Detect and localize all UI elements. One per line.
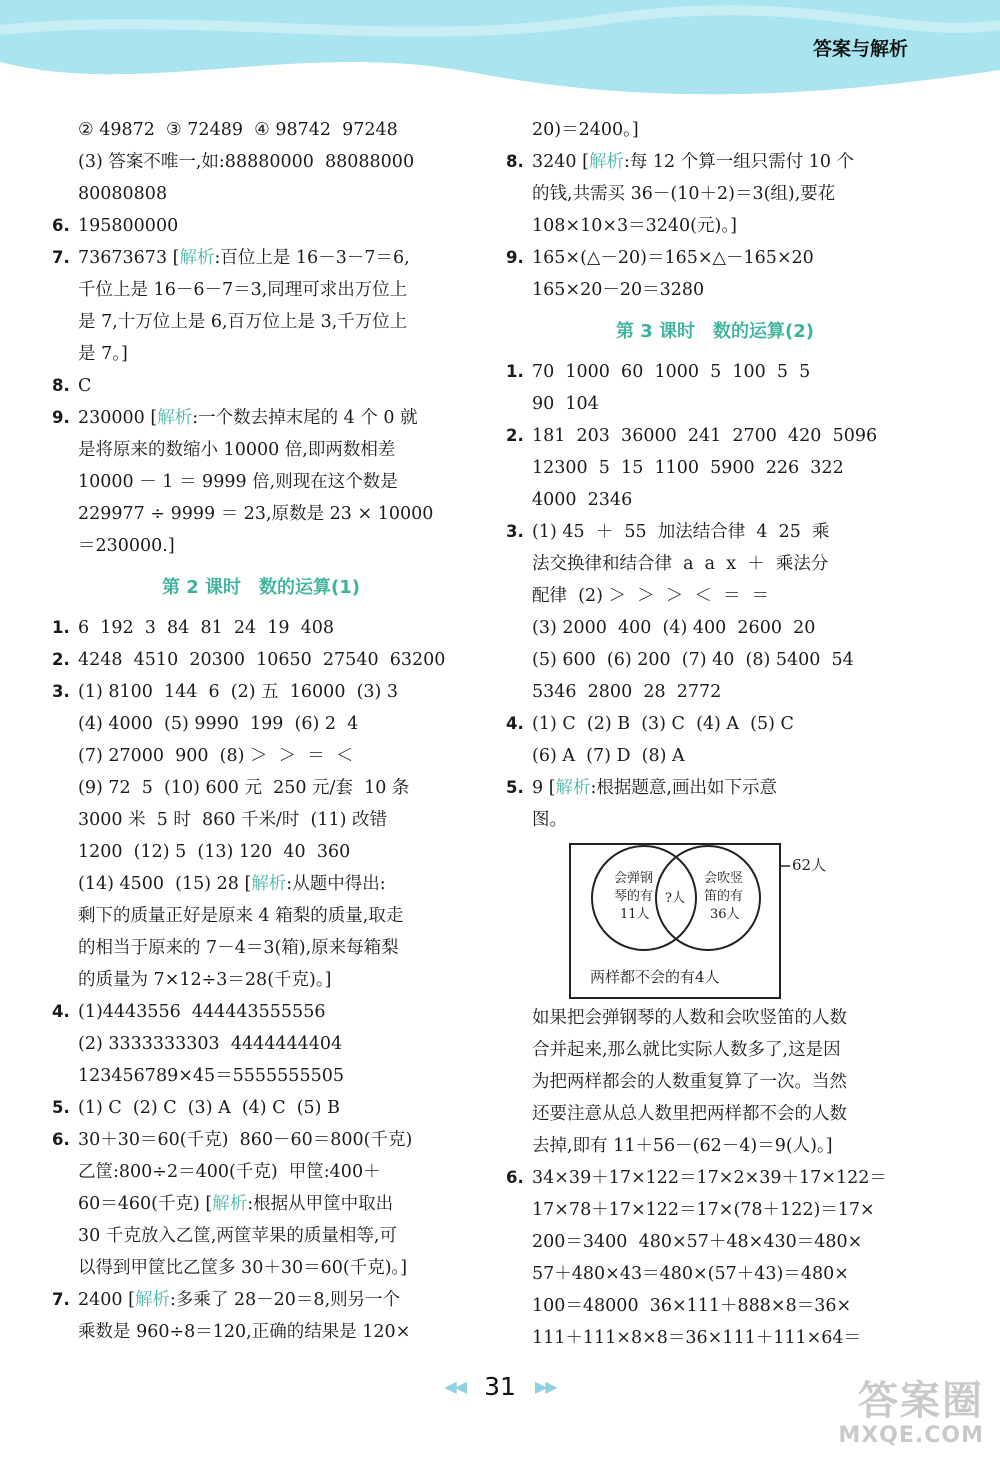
answer-line: (3) 答案不唯一,如:88880000 88088000 xyxy=(78,152,415,172)
answer-line: (1) C (2) C (3) A (4) C (5) B xyxy=(78,1098,340,1118)
section-title-lesson-2: 第 2 课时 数的运算(1) xyxy=(161,577,361,598)
answer-line: 合并起来,那么就比实际人数多了,这是因 xyxy=(532,1040,841,1060)
s3-question-5 xyxy=(506,772,924,1162)
analysis-marker: 解析 xyxy=(555,778,591,798)
s3-question-6 xyxy=(506,1162,924,1354)
piano-label-1: 会弹钢 xyxy=(614,871,654,886)
answer-line: C xyxy=(78,376,92,396)
s2-question-3 xyxy=(52,676,470,996)
question-number: 8. xyxy=(506,152,524,171)
question-number: 9. xyxy=(52,408,70,427)
question-number: 4. xyxy=(52,1002,70,1021)
venn-diagram xyxy=(532,836,924,1002)
answer-line: 57＋480×43＝480×(57＋43)＝480× xyxy=(532,1264,849,1284)
s3-question-3 xyxy=(506,516,924,708)
question-number: 3. xyxy=(506,522,524,541)
section-title-lesson-3: 第 3 课时 数的运算(2) xyxy=(615,321,815,342)
question-number: 7. xyxy=(52,1290,70,1309)
answer-line: 60＝460(千克) [解析:根据从甲筐中取出 xyxy=(78,1194,394,1214)
s2-question-1 xyxy=(52,612,470,644)
question-number: 9. xyxy=(506,248,524,267)
answer-line: (6) A (7) D (8) A xyxy=(532,746,685,766)
s2-question-7 xyxy=(52,1284,470,1348)
answer-line: (1)4443556 444443555556 xyxy=(78,1002,326,1022)
answer-line: 80080808 xyxy=(78,184,168,204)
answer-line: 90 104 xyxy=(532,394,599,414)
answer-line: 100＝48000 36×111＋888×8＝36× xyxy=(532,1296,852,1316)
answer-line: 还要注意从总人数里把两样都不会的人数 xyxy=(532,1104,847,1124)
answer-line: 34×39＋17×122＝17×2×39＋17×122＝ xyxy=(532,1168,887,1188)
question-8 xyxy=(52,370,470,402)
answer-line: 乘数是 960÷8＝120,正确的结果是 120× xyxy=(78,1322,411,1342)
answer-line: ＝230000.] xyxy=(78,536,175,556)
answer-line: 图。 xyxy=(532,810,567,830)
question-9 xyxy=(52,402,470,562)
answer-line: 为把两样都会的人数重复算了一次。当然 xyxy=(532,1072,847,1092)
answer-line: 12300 5 15 1100 5900 226 322 xyxy=(532,458,844,478)
answer-line: 20)＝2400。] xyxy=(532,120,639,140)
piano-label-2: 琴的有 xyxy=(614,889,654,904)
answer-line: 73673673 [解析:百位上是 16－3－7＝6, xyxy=(78,248,410,268)
question-number: 6. xyxy=(52,216,70,235)
overlap-label: ?人 xyxy=(665,891,685,906)
answer-line: (5) 600 (6) 200 (7) 40 (8) 5400 54 xyxy=(532,650,854,670)
answer-line: 70 1000 60 1000 5 100 5 5 xyxy=(532,362,811,382)
left-column xyxy=(52,114,470,1348)
answer-line: 30＋30＝60(千克) 860－60＝800(千克) xyxy=(78,1130,413,1150)
header-title: 答案与解析 xyxy=(812,38,908,60)
analysis-marker: 解析 xyxy=(179,248,215,268)
answer-line: (1) 8100 144 6 (2) 五 16000 (3) 3 xyxy=(78,682,399,702)
question-number: 1. xyxy=(506,362,524,381)
answer-line: 229977 ÷ 9999 ＝ 23,原数是 23 × 10000 xyxy=(78,504,434,524)
question-9 xyxy=(506,242,924,306)
s2-question-6 xyxy=(52,1124,470,1284)
answer-line: 4000 2346 xyxy=(532,490,633,510)
answer-line: 10000 － 1 ＝ 9999 倍,则现在这个数是 xyxy=(78,472,398,492)
answer-line: 如果把会弹钢琴的人数和会吹竖笛的人数 xyxy=(532,1008,847,1028)
answer-line: 6 192 3 84 81 24 19 408 xyxy=(78,618,335,638)
answer-line: 230000 [解析:一个数去掉末尾的 4 个 0 就 xyxy=(78,408,418,428)
analysis-marker: 解析 xyxy=(588,152,624,172)
answer-line: 的相当于原来的 7－4＝3(箱),原来每箱梨 xyxy=(78,938,399,958)
answer-line: 去掉,即有 11＋56－(62－4)＝9(人)。] xyxy=(532,1136,833,1156)
answer-line: (3) 2000 400 (4) 400 2600 20 xyxy=(532,618,816,638)
answer-line: 1200 (12) 5 (13) 120 40 360 xyxy=(78,842,351,862)
answer-line: 165×(△－20)＝165×△－165×20 xyxy=(532,248,814,268)
answer-line: 17×78＋17×122＝17×(78＋122)＝17× xyxy=(532,1200,875,1220)
s3-question-1 xyxy=(506,356,924,420)
answer-line: 配律 (2) ＞ ＞ ＞ ＜ ＝ ＝ xyxy=(532,586,770,606)
question-7 xyxy=(52,242,470,370)
prev-arrows-icon: ◀◀ xyxy=(444,1377,465,1396)
question-number: 6. xyxy=(52,1130,70,1149)
analysis-marker: 解析 xyxy=(251,874,287,894)
neither-label: 两样都不会的有4人 xyxy=(590,968,720,986)
question-number: 2. xyxy=(506,426,524,445)
watermark-url: MXQE.COM xyxy=(838,1423,984,1448)
next-arrows-icon: ▶▶ xyxy=(535,1377,556,1396)
answer-line: 200＝3400 480×57＋48×430＝480× xyxy=(532,1232,863,1252)
answer-line: 剩下的质量正好是原来 4 箱梨的质量,取走 xyxy=(78,906,404,926)
answer-line: (4) 4000 (5) 9990 199 (6) 2 4 xyxy=(78,714,359,734)
answer-line: 181 203 36000 241 2700 420 5096 xyxy=(532,426,878,446)
s3-question-4 xyxy=(506,708,924,772)
answer-line: 是 7。] xyxy=(78,344,128,364)
answer-line: 乙筐:800÷2＝400(千克) 甲筐:400＋ xyxy=(78,1162,381,1182)
question-6 xyxy=(52,210,470,242)
question-number: 6. xyxy=(506,1168,524,1187)
answer-line: 以得到甲筐比乙筐多 30＋30＝60(千克)。] xyxy=(78,1258,408,1278)
watermark-logo: 答案圈 xyxy=(858,1378,984,1424)
answer-line: 的质量为 7×12÷3＝28(千克)。] xyxy=(78,970,332,990)
analysis-marker: 解析 xyxy=(157,408,193,428)
flute-label-2: 笛的有 xyxy=(704,889,744,904)
analysis-marker: 解析 xyxy=(134,1290,170,1310)
answer-line: 3240 [解析:每 12 个算一组只需付 10 个 xyxy=(532,152,855,172)
answer-line: 30 千克放入乙筐,两筐苹果的质量相等,可 xyxy=(78,1226,397,1246)
answer-line: (1) 45 ＋ 55 加法结合律 4 25 乘 xyxy=(532,522,830,542)
question-number: 7. xyxy=(52,248,70,267)
answer-line: (2) 3333333303 4444444404 xyxy=(78,1034,343,1054)
answer-line: 108×10×3＝3240(元)。] xyxy=(532,216,737,236)
s2-question-5 xyxy=(52,1092,470,1124)
watermark xyxy=(838,1379,984,1449)
answer-line: ② 49872 ③ 72489 ④ 98742 97248 xyxy=(78,120,398,140)
answer-line: 123456789×45＝5555555505 xyxy=(78,1066,344,1086)
question-number: 3. xyxy=(52,682,70,701)
header-band xyxy=(0,0,1000,100)
answer-line: 9 [解析:根据题意,画出如下示意 xyxy=(532,778,777,798)
answer-line: 2400 [解析:多乘了 28－20＝8,则另一个 xyxy=(78,1290,401,1310)
answer-line: 法交换律和结合律 a a x ＋ 乘法分 xyxy=(532,554,829,574)
answer-line: 是将原来的数缩小 10000 倍,即两数相差 xyxy=(78,440,396,460)
answer-line: (1) C (2) B (3) C (4) A (5) C xyxy=(532,714,794,734)
answer-line: 165×20－20＝3280 xyxy=(532,280,705,300)
answer-line: (7) 27000 900 (8) ＞ ＞ ＝ ＜ xyxy=(78,746,354,766)
answer-line: 的钱,共需买 36－(10＋2)＝3(组),要花 xyxy=(532,184,836,204)
question-number: 8. xyxy=(52,376,70,395)
s2-question-2 xyxy=(52,644,470,676)
answer-line: (14) 4500 (15) 28 [解析:从题中得出: xyxy=(78,874,386,894)
total-label: 62人 xyxy=(792,856,827,874)
question-number: 5. xyxy=(52,1098,70,1117)
answer-line: 111＋111×8×8＝36×111＋111×64＝ xyxy=(532,1328,862,1348)
question-number: 5. xyxy=(506,778,524,797)
answer-line: 千位上是 16－6－7＝3,同理可求出万位上 xyxy=(78,280,408,300)
analysis-marker: 解析 xyxy=(212,1194,248,1214)
answer-line: 5346 2800 28 2772 xyxy=(532,682,722,702)
piano-label-3: 11人 xyxy=(620,907,650,922)
s3-question-2 xyxy=(506,420,924,516)
flute-label-1: 会吹竖 xyxy=(704,871,744,886)
question-number: 1. xyxy=(52,618,70,637)
answer-line: (9) 72 5 (10) 600 元 250 元/套 10 条 xyxy=(78,778,410,798)
answer-line: 是 7,十万位上是 6,百万位上是 3,千万位上 xyxy=(78,312,408,332)
answer-line: 195800000 xyxy=(78,216,179,236)
question-number: 2. xyxy=(52,650,70,669)
question-number: 4. xyxy=(506,714,524,733)
page-number: 31 xyxy=(484,1372,516,1401)
s2-question-4 xyxy=(52,996,470,1092)
right-column xyxy=(506,114,924,1354)
flute-label-3: 36人 xyxy=(710,907,740,922)
answer-line: 4248 4510 20300 10650 27540 63200 xyxy=(78,650,446,670)
answer-line: 3000 米 5 时 860 千米/时 (11) 改错 xyxy=(78,810,388,830)
venn-svg xyxy=(552,840,852,1000)
question-8 xyxy=(506,146,924,242)
